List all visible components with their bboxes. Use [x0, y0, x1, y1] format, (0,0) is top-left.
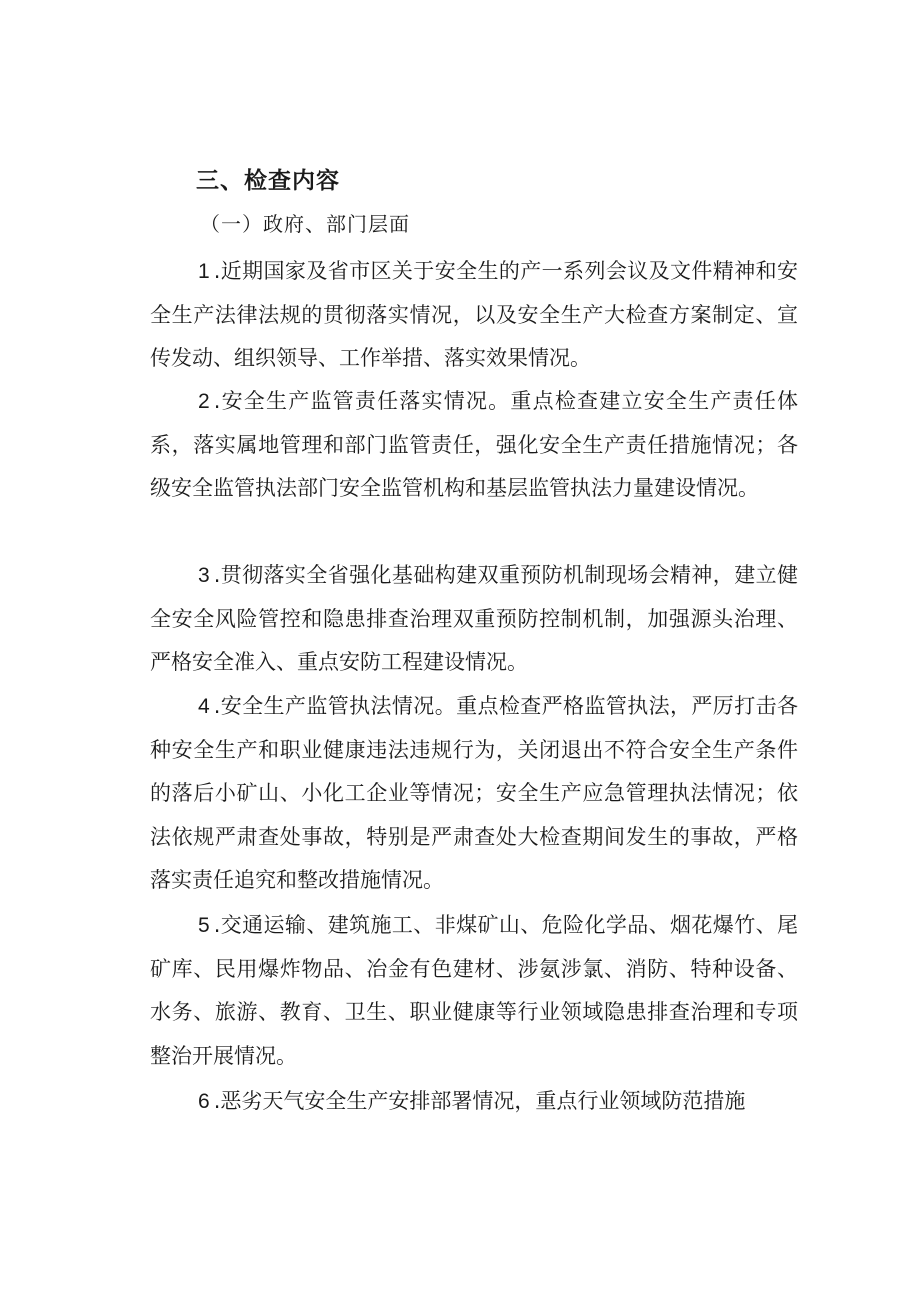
- item-text: .交通运输、建筑施工、非煤矿山、危险化学品、烟花爆竹、尾矿库、民用爆炸物品、冶金有色建材、涉氨涉氯、消防、特种设备、水务、旅游、教育、卫生、职业健康等行业领域隐患排查治理和专项整治开展情况。: [150, 913, 798, 1068]
- item-number: 5: [198, 914, 210, 937]
- section-heading: 三、检查内容: [196, 168, 340, 194]
- item-number: 1: [198, 260, 210, 283]
- item-text: .贯彻落实全省强化基础构建双重预防机制现场会精神，建立健全安全风险管控和隐患排查治理双重预防控制机制，加强源头治理、严格安全准入、重点安防工程建设情况。: [150, 563, 798, 675]
- item-number: 2: [198, 390, 210, 413]
- paragraph-item-4: [150, 685, 798, 903]
- paragraph-item-3: [150, 554, 798, 685]
- item-number: 6: [198, 1090, 210, 1113]
- item-text: .安全生产监管执法情况。重点检查严格监管执法，严厉打击各种安全生产和职业健康违法违规行为，关闭退出不符合安全生产条件的落后小矿山、小化工企业等情况；安全生产应急管理执法情况；依法依规严肃查处事故，特别是严肃查处大检查期间发生的事故，严格落实责任追究和整改措施情况。: [150, 694, 798, 893]
- item-text: .近期国家及省市区关于安全生的产一系列会议及文件精神和安全生产法律法规的贯彻落实情况，以及安全生产大检查方案制定、宣传发动、组织领导、工作举措、落实效果情况。: [150, 259, 798, 371]
- paragraph-item-1: [150, 250, 798, 381]
- paragraph-item-2: [150, 380, 798, 511]
- paragraph-item-6: [150, 1080, 798, 1124]
- paragraph-item-5: [150, 904, 798, 1078]
- item-text: .恶劣天气安全生产安排部署情况，重点行业领域防范措施: [213, 1089, 746, 1113]
- item-text: .安全生产监管责任落实情况。重点检查建立安全生产责任体系，落实属地管理和部门监管责任，强化安全生产责任措施情况；各级安全监管执法部门安全监管机构和基层监管执法力量建设情况。: [150, 389, 798, 501]
- item-number: 3: [198, 564, 210, 587]
- item-number: 4: [198, 695, 210, 718]
- subsection-heading: （一）政府、部门层面: [200, 212, 410, 236]
